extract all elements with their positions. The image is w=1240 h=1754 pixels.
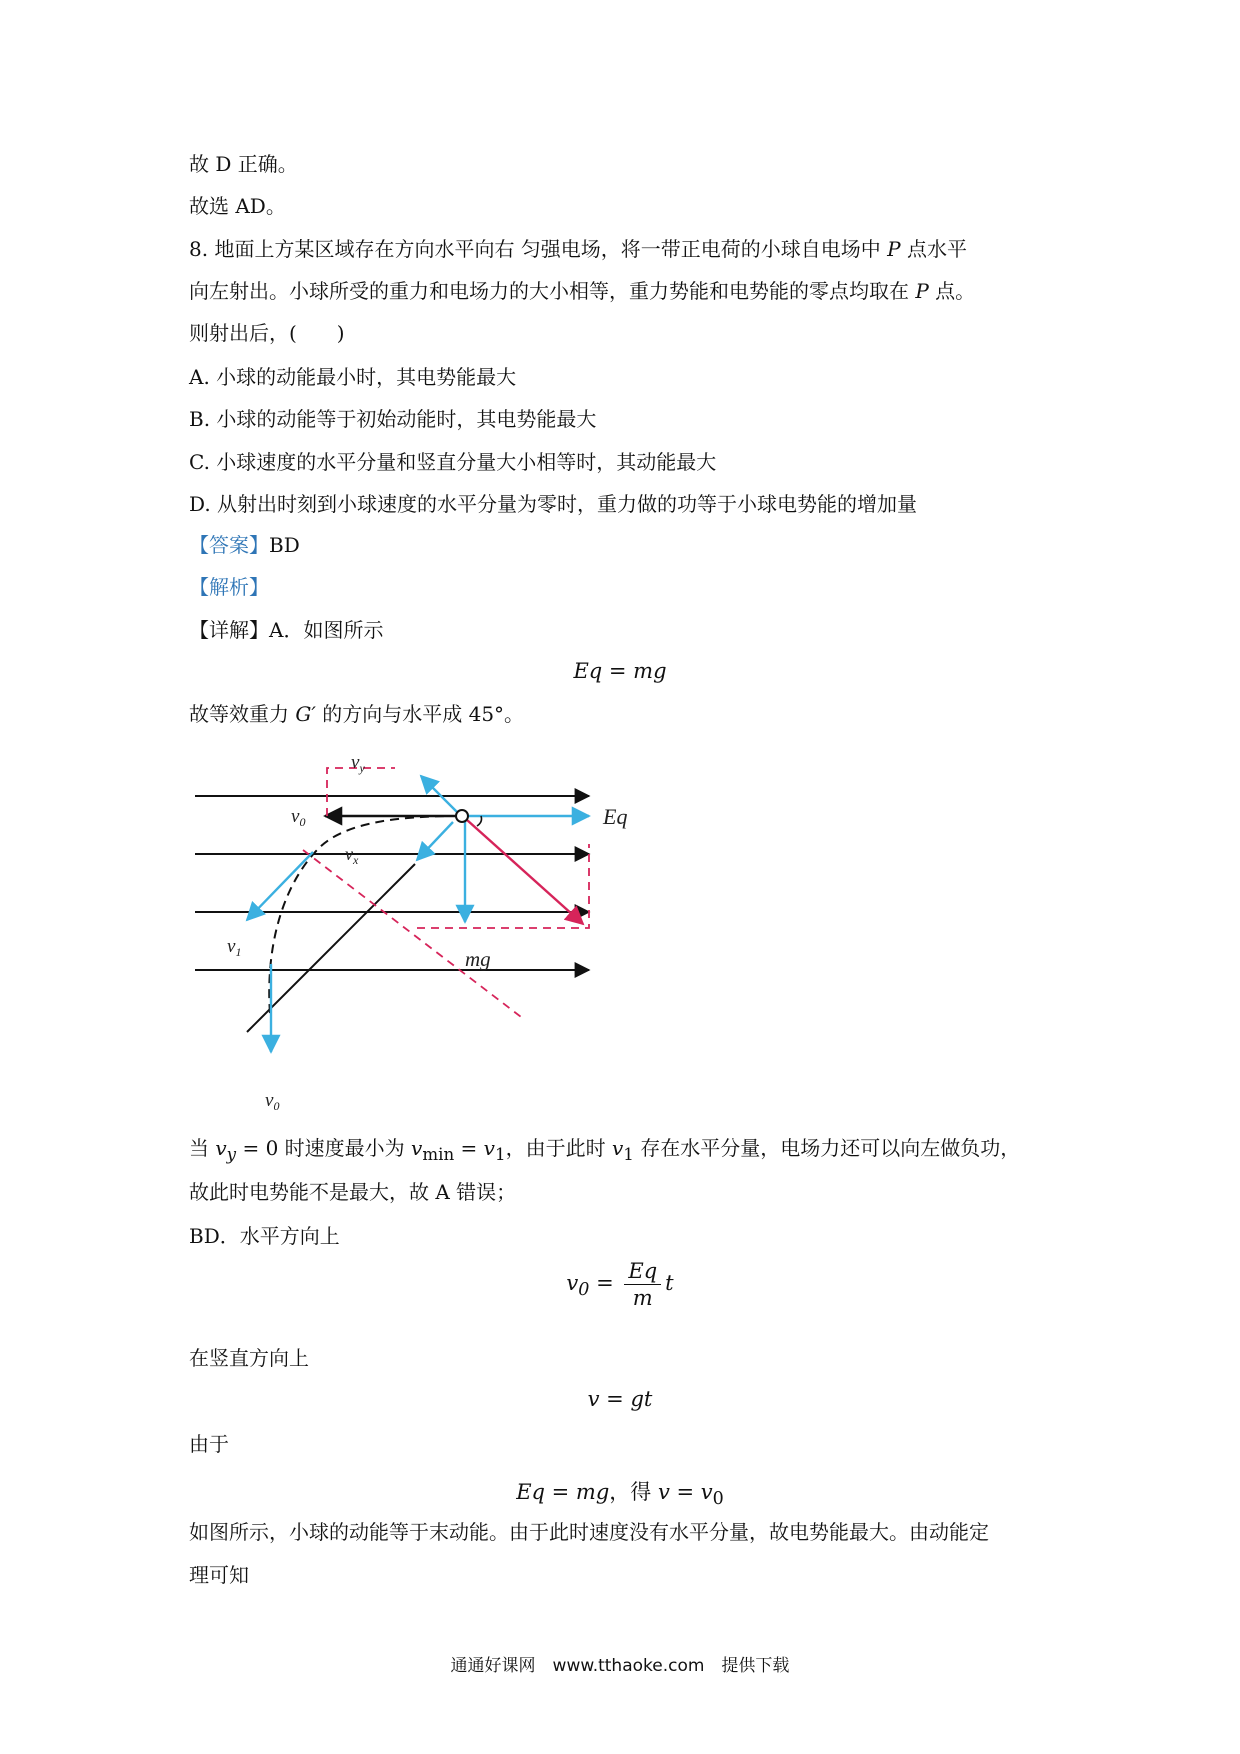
subscript: min (422, 1145, 455, 1164)
numerator: Eq (624, 1258, 661, 1285)
question-text: 8. 地面上方某区域存在方向水平向右 匀强电场，将一带正电荷的小球自电场中 (189, 237, 888, 261)
answer-tag: 【答案】 (189, 533, 269, 557)
equation-v-gt: v = gt (587, 1387, 653, 1411)
symbol-g-prime: G′ (295, 702, 316, 726)
point-p: P (887, 237, 901, 261)
equation-eq-mg: Eq = mg (573, 659, 667, 683)
question-8-line-2 (189, 277, 975, 305)
equation-v0 (0, 1258, 1240, 1311)
label-v0-top: $v_0$ (291, 806, 306, 829)
label-vx: $v_x$ (345, 844, 359, 867)
subscript: 1 (623, 1145, 634, 1164)
answer-line (189, 531, 300, 559)
symbol-v: v (611, 1136, 624, 1160)
text: ，得 (609, 1480, 658, 1504)
label-mg: mg (465, 947, 491, 971)
text: = (454, 1136, 484, 1160)
option-a: A. 小球的动能最小时，其电势能最大 (189, 365, 517, 389)
bd-horizontal-line: BD．水平方向上 (189, 1224, 340, 1248)
denominator: m (632, 1286, 653, 1310)
dashed-box (327, 768, 395, 816)
option-c: C. 小球速度的水平分量和竖直分量大小相等时，其动能最大 (189, 450, 717, 474)
symbol-v: v (215, 1136, 227, 1160)
text-line-d-correct: 故 D 正确。 (189, 152, 298, 176)
symbol-v: v (566, 1271, 579, 1295)
label-v0-bottom: $v_0$ (265, 1090, 280, 1112)
label-vy: $v_y$ (351, 752, 365, 775)
text: 的方向与水平成 45°。 (315, 702, 525, 726)
point-p: P (915, 279, 929, 303)
answer-value: BD (269, 533, 300, 557)
symbol-v: v (411, 1136, 423, 1160)
subscript: 1 (494, 1145, 506, 1164)
question-text: 点水平 (900, 237, 967, 261)
option-b: B. 小球的动能等于初始动能时，其电势能最大 (189, 407, 597, 431)
equation-eq-mg-v (0, 1476, 1240, 1509)
subscript: y (226, 1145, 237, 1164)
fraction (624, 1258, 661, 1311)
analysis-tag: 【解析】 (189, 575, 269, 599)
vy-arrow (421, 776, 457, 812)
text: 故等效重力 (189, 702, 296, 726)
ball-p (456, 810, 468, 822)
subscript: 0 (712, 1489, 724, 1510)
v-eq-v0: v = v (657, 1480, 713, 1504)
symbol-t: t (665, 1271, 674, 1295)
when-vy-zero-line (189, 1134, 1020, 1169)
dashed-line (303, 850, 525, 1020)
label-v1: $v_1$ (227, 936, 242, 959)
symbol-v: v (483, 1136, 495, 1160)
conclusion-line-2: 理可知 (189, 1563, 249, 1587)
equals: = (589, 1271, 621, 1295)
v1-arrow (247, 852, 313, 920)
detail-line: 【详解】A．如图所示 (189, 618, 384, 642)
text: = 0 时速度最小为 (236, 1136, 412, 1160)
dashed-box (417, 844, 589, 928)
equivalent-gravity-arrow (467, 820, 583, 924)
label-eq: Eq (603, 804, 628, 829)
since-line: 由于 (189, 1432, 229, 1456)
footer: 通通好课网 www.tthaoke.com 提供下载 (450, 1656, 790, 1676)
subscript: 0 (578, 1280, 590, 1301)
question-text: 向左射出。小球所受的重力和电场力的大小相等，重力势能和电势能的零点均取在 (189, 279, 916, 303)
text: 当 (189, 1136, 216, 1160)
equivalent-gravity-line (189, 700, 524, 728)
red-dashed-lines (303, 768, 589, 1020)
option-d: D. 从射出时刻到小球速度的水平分量为零时，重力做的功等于小球电势能的增加量 (189, 492, 918, 516)
question-8-line-1 (189, 235, 967, 263)
conclusion-line-1: 如图所示，小球的动能等于末动能。由于此时速度没有水平分量，故电势能最大。由动能定 (189, 1520, 989, 1544)
text-line-choose-ad: 故选 AD。 (189, 194, 286, 218)
vertical-line: 在竖直方向上 (189, 1346, 309, 1370)
question-text: 点。 (928, 279, 976, 303)
question-8-line-3: 则射出后，( ) (189, 321, 345, 345)
text: ，由于此时 (505, 1136, 612, 1160)
a-wrong-line: 故此时电势能不是最大，故 A 错误； (189, 1180, 517, 1204)
angle-arc (477, 816, 482, 826)
text: 存在水平分量，电场力还可以向左做负功， (633, 1136, 1021, 1160)
field-lines (195, 796, 589, 970)
eq-mg: Eq = mg (516, 1480, 610, 1504)
force-velocity-diagram (185, 752, 665, 1112)
